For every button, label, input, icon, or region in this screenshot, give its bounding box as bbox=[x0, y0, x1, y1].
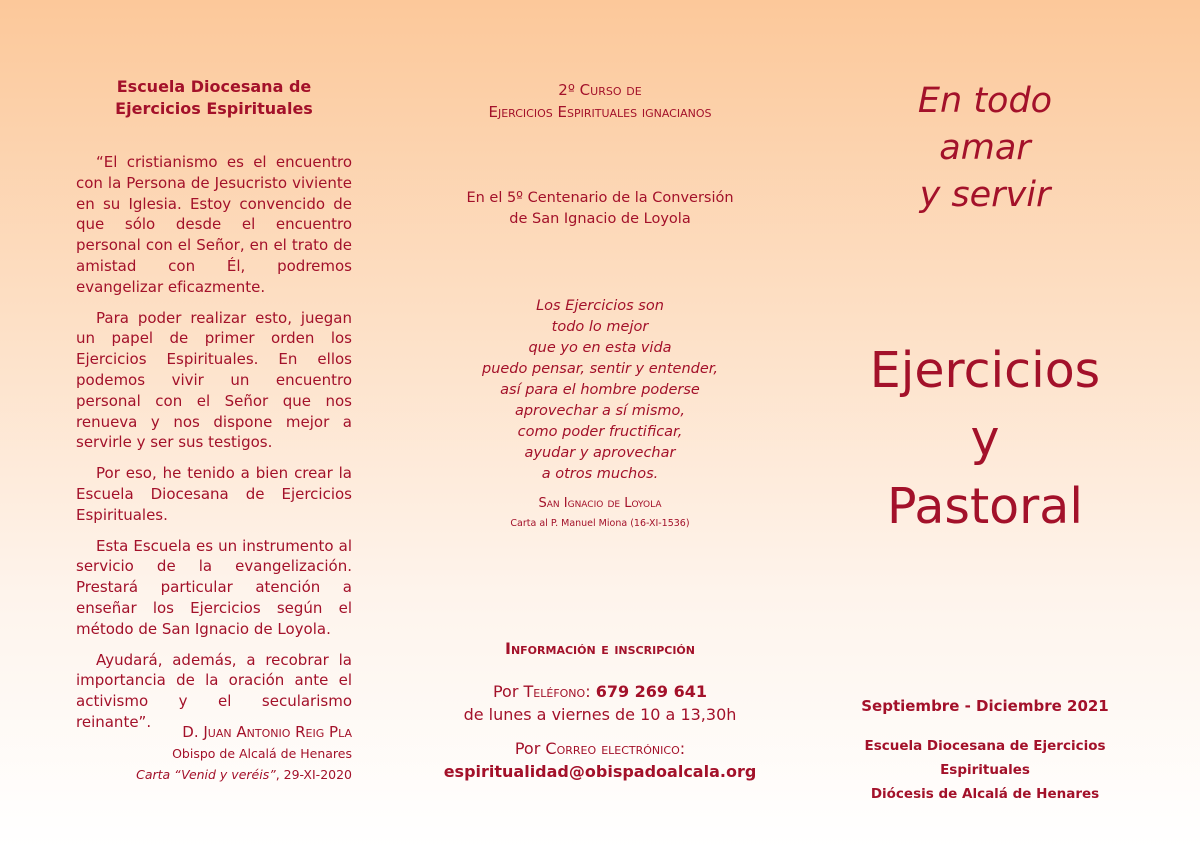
letter-date: , 29-XI-2020 bbox=[275, 767, 352, 782]
poem-line: aprovechar a sí mismo, bbox=[514, 403, 686, 419]
mail-block bbox=[440, 737, 760, 783]
school-title-line1: Escuela Diocesana de bbox=[116, 77, 312, 96]
mail-prefix: Por bbox=[514, 739, 541, 758]
course-line1: 2º Curso de bbox=[558, 81, 642, 99]
signature-name: D. Juan Antonio Reig Pla bbox=[182, 723, 352, 741]
school-title-line2: Ejercicios Espirituales bbox=[115, 99, 313, 118]
poem-line: todo lo mejor bbox=[551, 319, 649, 335]
course-dates: Septiembre - Diciembre 2021 bbox=[861, 697, 1109, 715]
quote-signature bbox=[76, 721, 352, 785]
mail-address: espiritualidad@obispadoalcala.org bbox=[443, 762, 757, 781]
motto bbox=[830, 78, 1140, 219]
ignatius-quote bbox=[440, 296, 760, 485]
mail-line bbox=[440, 737, 760, 760]
letter-title: Carta “Venid y veréis” bbox=[136, 767, 276, 782]
course-line2: Ejercicios Espirituales ignacianos bbox=[488, 103, 712, 121]
bishop-quote bbox=[76, 152, 352, 743]
middle-panel bbox=[440, 0, 760, 849]
phone-label: Teléfono: bbox=[523, 682, 591, 701]
motto-line1: En todo bbox=[917, 81, 1053, 121]
motto-line3: y servir bbox=[919, 175, 1051, 215]
poem-source: Carta al P. Manuel Miona (16-XI-1536) bbox=[510, 518, 690, 529]
mail-label: Correo electrónico: bbox=[545, 739, 686, 758]
phone-number: 679 269 641 bbox=[595, 682, 708, 701]
poem-line: puedo pensar, sentir y entender, bbox=[481, 361, 718, 377]
quote-paragraph: Para poder realizar esto, juegan un papel de primer orden los Ejercicios Espirituales. En ellos podemos vivir un encuentro personal con el Señor que nos renueva y nos dispone mejor a servirle y ser sus testigos. bbox=[76, 308, 352, 452]
poem-line: Los Ejercicios son bbox=[536, 298, 664, 314]
quote-paragraph: “El cristianismo es el encuentro con la Persona de Jesucristo viviente en su Iglesia. Estoy convencido de que sólo desde el encuentro personal con el Señor, en el trato de amistad con Él, podremos evangelizar eficazmente. bbox=[76, 153, 352, 296]
quote-paragraph: Esta Escuela es un instrumento al servicio de la evangelización. Prestará particular atención a enseñar los Ejercicios según el método de San Ignacio de Loyola. bbox=[76, 536, 352, 638]
signature-role: Obispo de Alcalá de Henares bbox=[172, 746, 352, 761]
letter-reference bbox=[76, 764, 352, 785]
left-panel bbox=[76, 0, 352, 849]
quote-paragraph: Por eso, he tenido a bien crear la Escuela Diocesana de Ejercicios Espirituales. bbox=[76, 464, 352, 524]
poem-line: que yo en esta vida bbox=[528, 340, 672, 356]
motto-line2: amar bbox=[939, 128, 1031, 168]
phone-prefix: Por bbox=[492, 682, 519, 701]
centenary-line2: de San Ignacio de Loyola bbox=[509, 211, 691, 227]
course-heading bbox=[440, 79, 760, 123]
poem-line: así para el hombre poderse bbox=[500, 382, 700, 398]
quote-paragraph: Ayudará, además, a recobrar la importancia de la oración ante el activismo y el secularismo reinante”. bbox=[76, 650, 352, 731]
centenary-line1: En el 5º Centenario de la Conversión bbox=[466, 190, 734, 206]
cover-title-line2: y bbox=[970, 410, 1000, 467]
phone-hours: de lunes a viernes de 10 a 13,30h bbox=[463, 705, 737, 724]
centenary-text bbox=[440, 188, 760, 230]
phone-block bbox=[440, 680, 760, 726]
phone-line bbox=[440, 680, 760, 703]
cover-title-line1: Ejercicios bbox=[869, 342, 1101, 399]
cover-title-line3: Pastoral bbox=[887, 478, 1083, 535]
poem-author: San Ignacio de Loyola bbox=[538, 496, 662, 511]
school-title bbox=[76, 76, 352, 120]
cover-title bbox=[830, 337, 1140, 541]
organizer-line1: Escuela Diocesana de Ejercicios Espirituales bbox=[864, 738, 1106, 778]
right-panel bbox=[830, 0, 1140, 849]
poem-line: a otros muchos. bbox=[541, 466, 659, 482]
info-heading: Información e inscripción bbox=[505, 639, 695, 658]
organizer-line2: Diócesis de Alcalá de Henares bbox=[870, 786, 1100, 802]
organizer bbox=[830, 734, 1140, 806]
poem-line: ayudar y aprovechar bbox=[524, 445, 676, 461]
poem-line: como poder fructificar, bbox=[517, 424, 683, 440]
